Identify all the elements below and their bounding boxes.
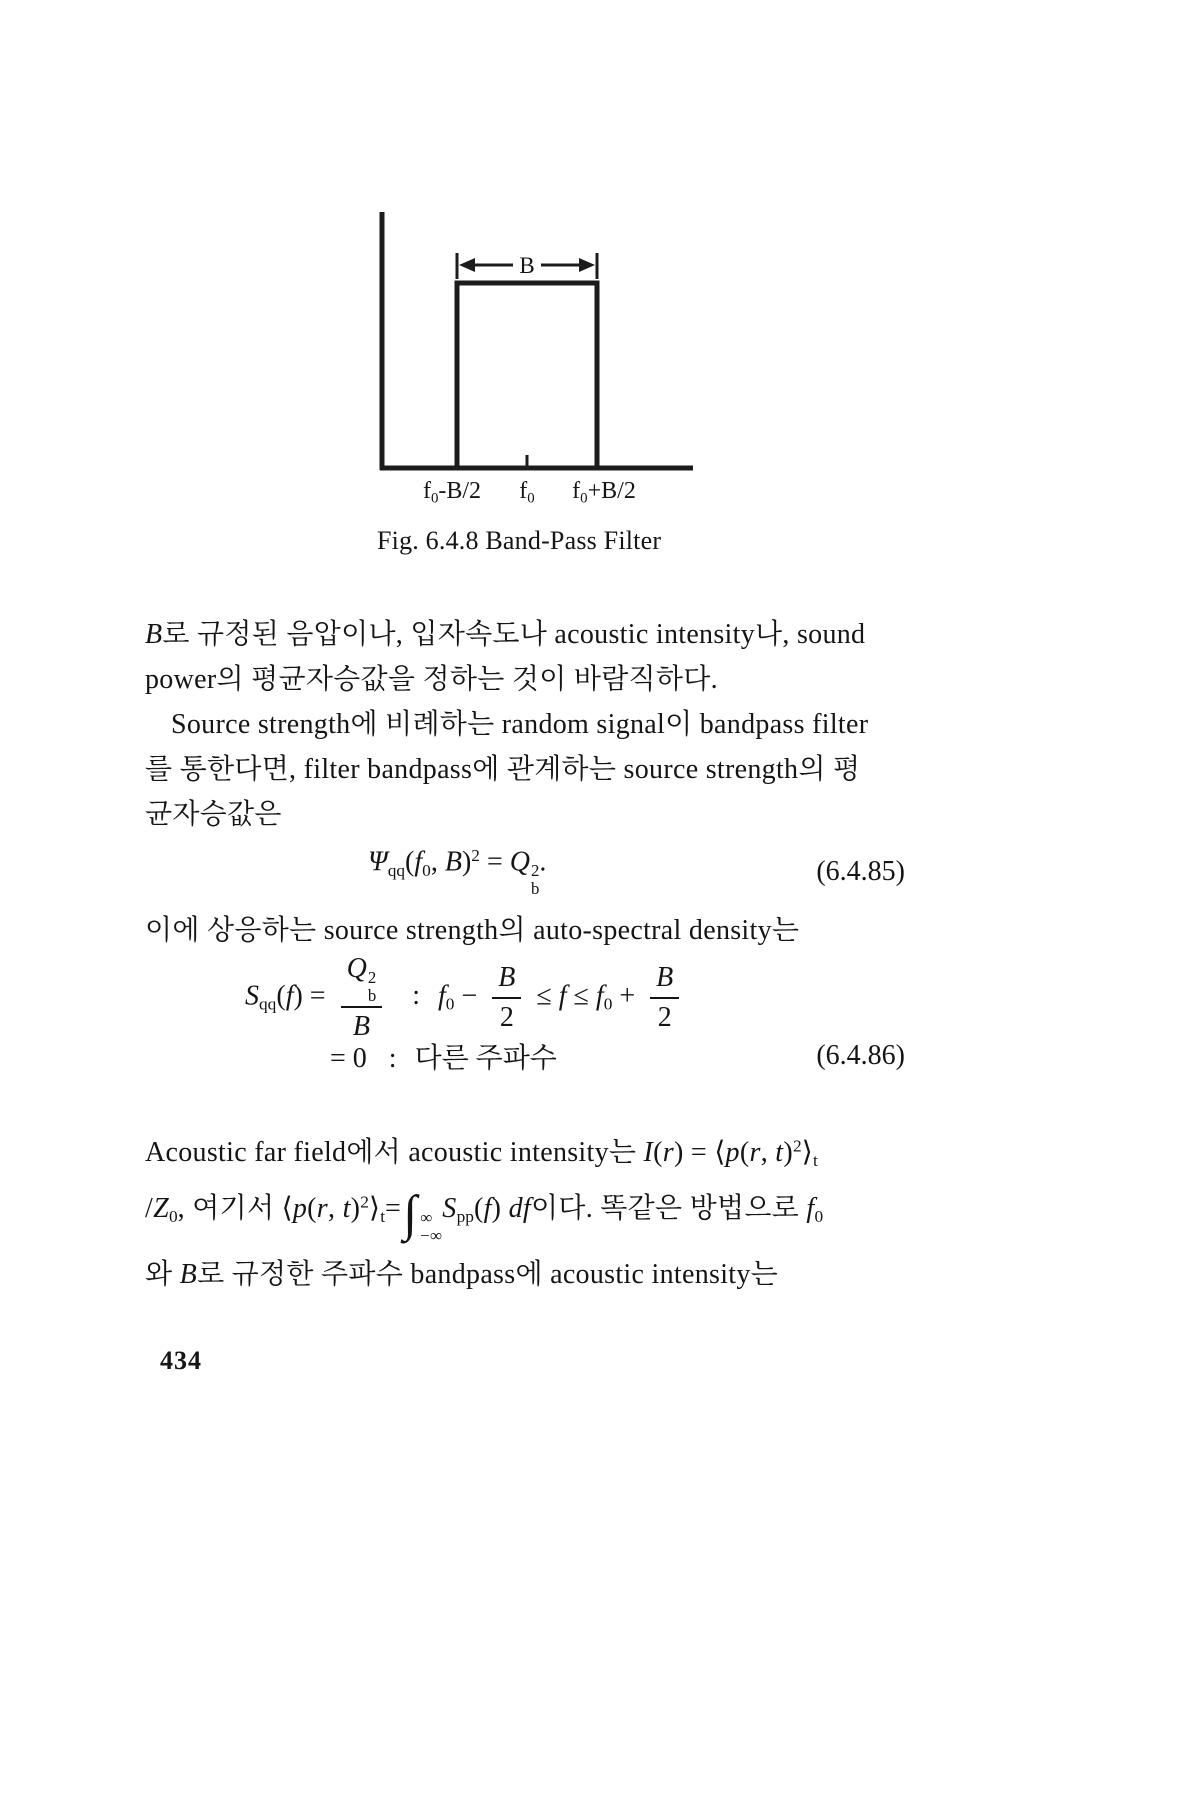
text-run: t: [775, 1137, 784, 1168]
text-run: Z: [153, 1193, 169, 1224]
paragraph4-line3: [145, 1252, 778, 1292]
text-run: B: [352, 1011, 370, 1043]
text-run: p: [725, 1137, 740, 1168]
text-run: −: [454, 980, 485, 1012]
text-run: ⟩: [801, 1137, 813, 1168]
text-run: df: [508, 1193, 531, 1224]
text-run: ): [350, 1193, 361, 1224]
text-run: ,: [760, 1137, 776, 1168]
text-run: 0: [527, 490, 535, 507]
text-run: [650, 961, 679, 1034]
text-run: 2: [360, 1192, 369, 1212]
text-run: B: [498, 962, 516, 994]
text-run: qq: [259, 994, 277, 1014]
text-run: B: [444, 846, 462, 878]
text-run: ): [783, 1137, 794, 1168]
text-run: pp: [456, 1207, 474, 1227]
equation-6-4-86-expression: [245, 952, 687, 1044]
text-run: 로 규정한 주파수 bandpass에 acoustic intensity는: [197, 1259, 779, 1290]
text-run: ,: [327, 1193, 343, 1224]
text-run: f: [558, 980, 567, 1012]
figure-caption: Fig. 6.4.8 Band-Pass Filter: [377, 526, 662, 555]
text-run: 2: [499, 1001, 514, 1033]
paragraph4-line2: [145, 1186, 823, 1244]
text-run: =: [385, 1193, 402, 1224]
paragraph4-line1: [145, 1130, 818, 1171]
paragraph1-line1: [145, 612, 865, 652]
text-run: +B/2: [587, 478, 636, 504]
paragraph2-line2: [145, 747, 860, 787]
text-run: p: [292, 1193, 308, 1224]
text-run: ≤: [529, 980, 559, 1012]
text-run: f: [806, 1193, 815, 1224]
text-run: (: [307, 1193, 317, 1224]
text-run: :: [412, 980, 420, 1012]
text-run: f: [414, 846, 423, 878]
b-width-label: B: [519, 253, 535, 278]
text-run: [492, 961, 521, 1034]
text-run: Acoustic far field에서 acoustic intensity는: [145, 1137, 644, 1168]
text-run: 균자승값은: [145, 799, 282, 830]
text-run: B: [656, 962, 674, 994]
text-run: ) =: [293, 980, 333, 1012]
text-run: 2: [793, 1136, 802, 1156]
text-run: 를 통한다면, filter bandpass에 관계하는 source strength의 평: [145, 754, 861, 785]
text-run: Q: [346, 953, 367, 984]
text-run: =: [479, 846, 510, 878]
text-run: 다른 주파수: [414, 1043, 557, 1074]
text-run: 2 b: [367, 967, 377, 1005]
text-run: B: [179, 1259, 198, 1290]
body-text: [145, 0, 1040, 1800]
text-run: (: [276, 980, 286, 1012]
text-run: f: [519, 478, 528, 504]
text-run: I: [643, 1137, 654, 1168]
text-run: = 0: [330, 1043, 367, 1074]
text-run: ∞ −∞: [420, 1207, 443, 1245]
text-run: 2: [657, 1001, 672, 1033]
paragraph1-line2: [145, 657, 718, 697]
text-run: ,: [430, 846, 445, 878]
text-run: (: [473, 1193, 484, 1224]
text-run: S: [442, 1193, 457, 1224]
equation-6-4-85-expression: [368, 846, 546, 898]
text-run: r: [662, 1137, 674, 1168]
equation-6-4-85: [145, 846, 1040, 898]
text-run: t: [812, 1151, 818, 1171]
text-run: [341, 952, 383, 1044]
text-run: 와: [145, 1259, 180, 1290]
text-run: 로 규정된 음압이나, 입자속도나 acoustic intensity나, sound: [162, 619, 866, 650]
text-run: (: [653, 1137, 663, 1168]
text-run: power의 평균자승값을 정하는 것이 바람직하다.: [145, 664, 718, 695]
text-run: Source strength에 비례하는 random signal이 bandpass filter: [171, 709, 869, 740]
text-run: 2 b: [531, 861, 540, 899]
paragraph2-line3: [145, 792, 282, 832]
text-run: 0: [422, 860, 431, 880]
equation-6-4-86-line2: [145, 1036, 1040, 1076]
text-run: r: [749, 1137, 761, 1168]
equation-6-4-86-number: (6.4.86): [816, 1040, 905, 1071]
text-run: f: [438, 980, 446, 1012]
text-run: ) = ⟨: [674, 1137, 726, 1168]
text-run: 0: [168, 1207, 178, 1227]
text-run: B: [145, 619, 163, 650]
text-run: ): [461, 846, 472, 878]
text-run: (: [739, 1137, 750, 1168]
text-run: 0: [603, 994, 613, 1014]
text-run: r: [316, 1193, 328, 1224]
text-run: Q: [509, 846, 530, 878]
text-run: f: [285, 980, 294, 1012]
text-run: +: [612, 980, 643, 1012]
text-run: 2: [471, 846, 480, 865]
text-run: 이에 상응하는 source strength의 auto-spectral density는: [145, 915, 800, 946]
text-run: f: [595, 980, 604, 1012]
text-run: 0: [445, 994, 455, 1014]
text-run: , 여기서 ⟨: [177, 1193, 293, 1224]
text-run: 0: [580, 490, 588, 507]
text-run: Ψ: [368, 846, 388, 878]
text-run: qq: [387, 860, 406, 880]
equation-6-4-85-number: (6.4.85): [816, 855, 905, 887]
text-run: :: [388, 1043, 397, 1074]
paragraph2-line1: [145, 702, 868, 742]
text-run: S: [245, 980, 259, 1012]
text-run: t: [342, 1193, 351, 1224]
paragraph3-line1: [145, 908, 799, 948]
text-run: f: [422, 478, 431, 504]
equation-6-4-86-line1: [145, 952, 1040, 1044]
text-run: -B/2: [438, 478, 482, 504]
text-run: f: [483, 1193, 492, 1224]
text-run: f: [572, 478, 581, 504]
text-run: 0: [430, 490, 439, 507]
text-run: ∫: [403, 1184, 418, 1241]
text-run: ): [491, 1193, 509, 1224]
text-run: 이다. 똑같은 방법으로: [531, 1193, 807, 1224]
text-run: ⟩: [368, 1193, 381, 1224]
text-run: t: [380, 1207, 386, 1227]
text-run: .: [539, 846, 547, 878]
page-number: 434: [160, 1346, 202, 1375]
text-run: (: [405, 846, 415, 878]
equation-6-4-86-case2: [330, 1036, 557, 1076]
text-run: /: [145, 1193, 154, 1224]
text-run: ≤: [566, 980, 596, 1012]
text-run: 0: [814, 1207, 824, 1227]
